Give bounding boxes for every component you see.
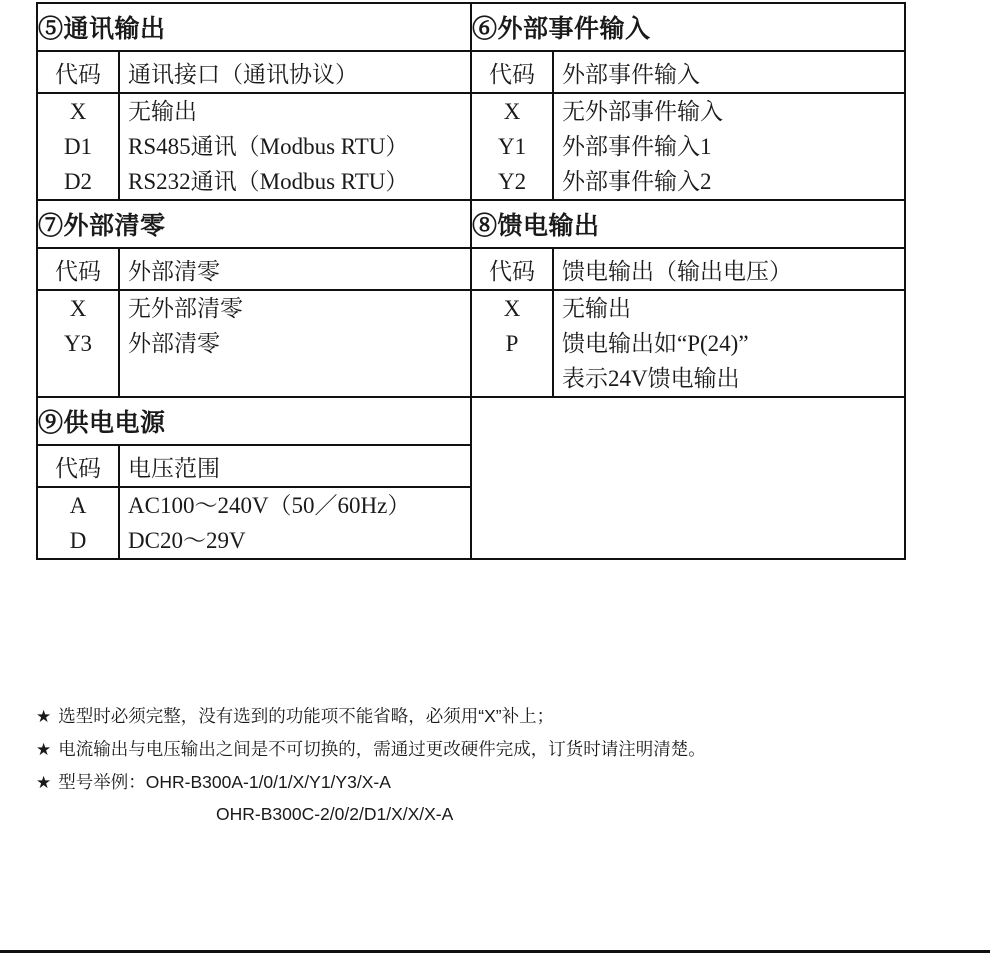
column-header-power-feed-output: 馈电输出（输出电压） — [553, 248, 905, 290]
table-row — [37, 290, 905, 397]
table-row — [37, 397, 905, 445]
column-header-external-event-input: 外部事件输入 — [553, 51, 905, 93]
code-value: X — [69, 99, 87, 124]
code-cells-power-supply — [37, 487, 119, 559]
code-value — [38, 361, 118, 396]
note-text: 电流输出与电压输出之间是不可切换的，需通过更改硬件完成，订货时请注明清楚。 — [58, 739, 706, 759]
selection-code-table — [36, 2, 906, 560]
desc-value: 外部清零 — [128, 331, 220, 356]
code-value: X — [503, 99, 521, 124]
column-header-code: 代码 — [471, 248, 553, 290]
desc-value: 外部事件输入1 — [562, 134, 712, 159]
desc-value — [120, 361, 470, 396]
column-header-code: 代码 — [37, 51, 119, 93]
table-row — [37, 3, 905, 51]
column-header-code: 代码 — [37, 445, 119, 487]
desc-cells-power-feed-output — [553, 290, 905, 397]
code-value: P — [505, 331, 519, 356]
column-header-code: 代码 — [471, 51, 553, 93]
code-value: Y2 — [497, 169, 527, 194]
desc-value: 无输出 — [562, 296, 632, 321]
code-value: Y1 — [497, 134, 527, 159]
section-title-external-event-input: ⑥外部事件输入 — [471, 3, 905, 51]
table-row — [37, 248, 905, 290]
note-item — [36, 700, 956, 733]
empty-cell — [471, 397, 905, 559]
desc-cells-power-supply — [119, 487, 471, 559]
code-cells-external-reset — [37, 290, 119, 397]
code-cells-external-event-input — [471, 93, 553, 200]
star-icon: ★ — [36, 773, 52, 792]
model-example-second: OHR-B300C-2/0/2/D1/X/X/X-A — [216, 804, 454, 824]
section-title-power-supply: ⑨供电电源 — [37, 397, 471, 445]
star-icon: ★ — [36, 740, 52, 759]
table-row — [37, 200, 905, 248]
section-title-external-reset: ⑦外部清零 — [37, 200, 471, 248]
desc-value: RS485通讯（Modbus RTU） — [128, 134, 409, 159]
table-row — [37, 51, 905, 93]
table-row — [37, 93, 905, 200]
desc-value: 外部事件输入2 — [562, 169, 712, 194]
note-item — [36, 733, 956, 766]
code-value: A — [69, 493, 87, 518]
desc-value: DC20〜29V — [128, 528, 246, 553]
desc-value: 馈电输出如“P(24)” — [562, 331, 749, 356]
desc-value: AC100〜240V（50／60Hz） — [128, 493, 411, 518]
code-cells-power-feed-output — [471, 290, 553, 397]
note-item — [36, 766, 956, 799]
column-header-voltage-range: 电压范围 — [119, 445, 471, 487]
desc-cells-external-reset — [119, 290, 471, 397]
code-value: X — [503, 296, 521, 321]
notes-section — [36, 700, 956, 829]
note-text: 选型时必须完整，没有选到的功能项不能省略，必须用“X”补上； — [58, 706, 555, 726]
section-title-power-feed-output: ⑧馈电输出 — [471, 200, 905, 248]
desc-value: 无外部清零 — [128, 296, 243, 321]
desc-cells-external-event-input — [553, 93, 905, 200]
note-text: 型号举例：OHR-B300A-1/0/1/X/Y1/Y3/X-A — [58, 772, 391, 792]
section-title-comm-output: ⑤通讯输出 — [37, 3, 471, 51]
code-value: D — [69, 528, 87, 553]
desc-cells-comm-output — [119, 93, 471, 200]
code-value — [472, 361, 552, 396]
column-header-external-reset: 外部清零 — [119, 248, 471, 290]
desc-value: RS232通讯（Modbus RTU） — [128, 169, 409, 194]
desc-value: 无外部事件输入 — [562, 99, 724, 124]
column-header-comm-interface: 通讯接口（通讯协议） — [119, 51, 471, 93]
code-value: X — [69, 296, 87, 321]
code-value: Y3 — [63, 331, 93, 356]
code-cells-comm-output — [37, 93, 119, 200]
desc-value: 无输出 — [128, 99, 197, 124]
column-header-code: 代码 — [37, 248, 119, 290]
code-value: D1 — [63, 134, 93, 159]
star-icon: ★ — [36, 707, 52, 726]
desc-value: 表示24V馈电输出 — [562, 366, 740, 391]
code-value: D2 — [63, 169, 93, 194]
